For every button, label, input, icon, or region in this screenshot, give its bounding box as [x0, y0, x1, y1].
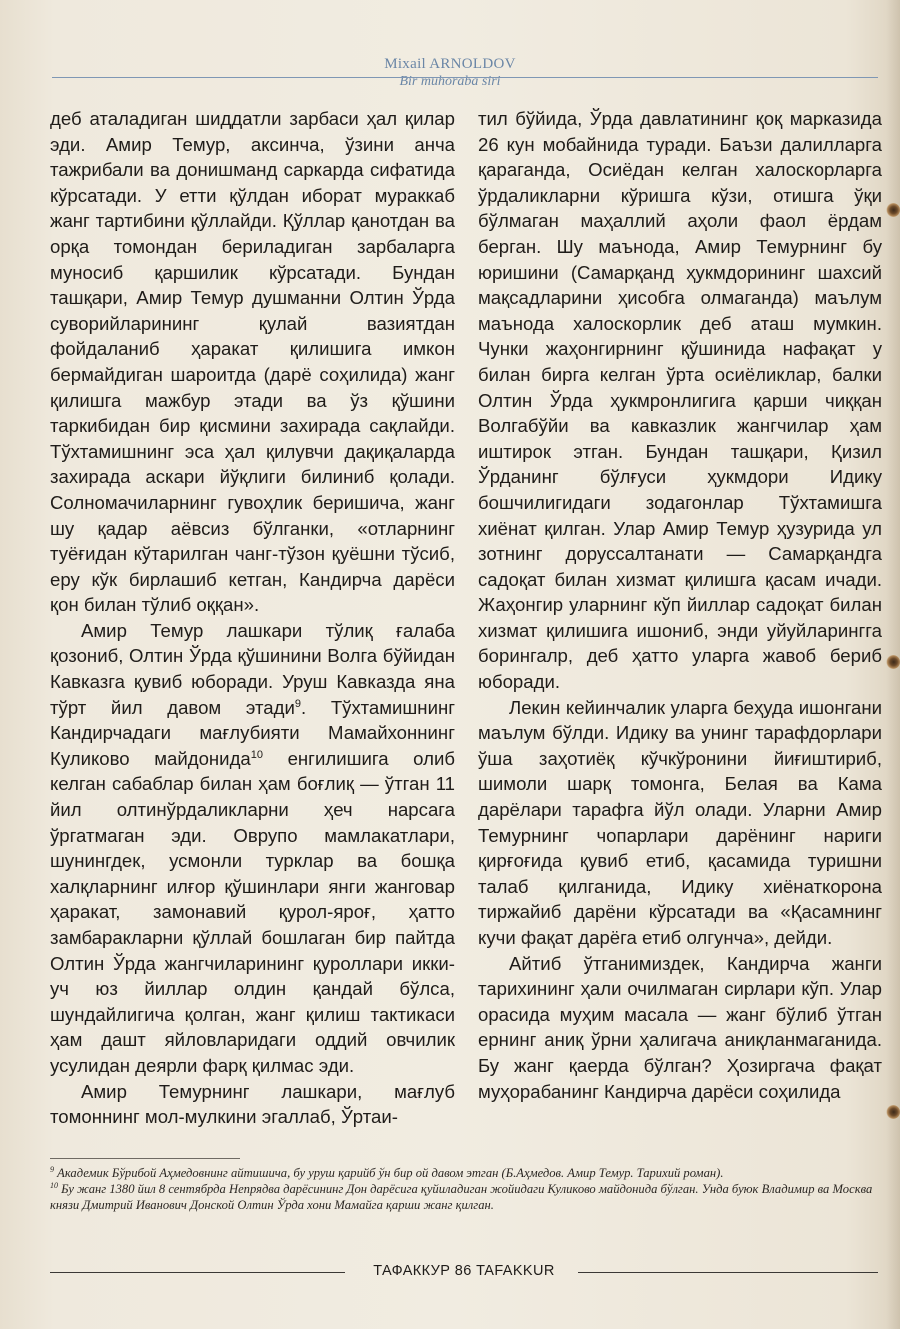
footer-folio: ТАФАККУР 86 TAFAKKUR	[373, 1263, 555, 1279]
left-paragraph-2	[50, 618, 455, 1079]
right-paragraph-3: Айтиб ўтганимиздек, Кандирча жанги тарихининг ҳали очилмаган сирлари кўп. Улар орасида муҳим масала — жанг бўлиб ўтган ернинг аниқ ўрни ҳалигача аниқланмаганида. Бу жанг қаерда бўлган? Ҳозиргача фақат муҳорабанинг Кандирча дарёси соҳилида	[478, 952, 882, 1102]
left-paragraph-3: Амир Темурнинг лашкари, мағлуб томоннинг мол-мулкини эгаллаб, Ўртаи-	[50, 1080, 455, 1128]
right-paragraph-1: тил бўйида, Ўрда давлатининг қоқ марказида 26 кун мобайнида туради. Баъзи далилларга қараганда, Осиёдан келган халоскорларга ўрдаликларни кўришга кўзи, отишга ўқи бўлмаган маҳаллий аҳоли фаол ёрдам берган. Шу маънода, Амир Темурнинг бу юришини (Самарқанд ҳукмдорининг шахсий мақсадларини ҳисобга олмаганда) маълум маънода халоскорлик деб аташ мумкин. Чунки жаҳонгирнинг қўшинида нафақат у билан бирга келган ўрта осиёликлар, балки Олтин Ўрда ҳукмронлигига қарши чиққан Волгабўйи ва кавказлик жангчилар ҳам иштирок этган. Бундан ташқари, Қизил Ўрданинг бўлғуси ҳукмдори Идику бошчилигидаги зодагонлар Тўхтамишга хиёнат қилган. Улар Амир Темур ҳузурида ул зотнинг доруссалтанати — Самарқандга садоқат билан хизмат қилишга қасам ичади. Жаҳонгир уларнинг кўп йиллар садоқат билан хизмат қилишига ишониб, энди уйуйларингга борингалр, деб ҳатто уларга жавоб бериб юборади.	[478, 108, 882, 693]
footnote-10-number: 10	[50, 1180, 58, 1190]
right-paragraph-2: Лекин кейинчалик уларга беҳуда ишонгани маълум бўлди. Идику ва унинг тарафдорлари ўша заҳотиёқ кўчкўронини йиғиштириб, шимоли шарқ томонга, Белая ва Кама дарёлари тарафга йўл олади. Уларни Амир Темурнинг чопарлари дарёнинг нариги қирғоғида қувиб етиб, қасамида туришни талаб қилганида, Идику хиёнаткорона тиржайиб дарёни кўрсатади ва «Қасамнинг кучи фақат дарёга етиб олгунча», дейди.	[478, 696, 882, 948]
footnote-9-text: Академик Бўрибой Аҳмедовнинг айтишича, бу уруш қарийб ўн бир ой давом этган (Б.Аҳмедов. Амир Темур. Тарихий роман).	[54, 1166, 724, 1180]
right-column	[478, 106, 882, 1104]
footnotes	[50, 1165, 880, 1213]
running-header	[0, 56, 900, 90]
footnote-ref-9: 9	[294, 697, 301, 710]
binding-hole-icon	[886, 203, 900, 217]
footnote-ref-10: 10	[250, 748, 264, 761]
left-paragraph-2-part-c: енгилишига олиб келган сабаблар билан ҳам боғлиқ — ўтган 11 йил олтинўрдаликларни ҳеч нарсага ўргатмаган эди. Оврупо мамлакатлари, шунингдек, усмонли турклар ва бошқа халқларнинг илғор қўшинлари янги жанговар ҳаракат, замонавий қурол-яроғ, ҳатто замбаракларни қўллай бошлаган бир пайтда Олтин Ўрда жангчиларининг қуроллари икки-уч юз йиллар олдин қандай бўлса, шундайлигича қолган, жанг қилиш тактикаси ҳам дашт яйловларидаги оддий овчилик усулидан деярли фарқ қилмас эди.	[50, 747, 455, 1076]
footnote-10-text: Бу жанг 1380 йил 8 сентябрда Непрядва дарёсининг Дон дарёсига қуйиладиган жойидаги Куликово майдонида бўлган. Унда буюк Владимир ва Москва князи Дмитрий Иванович Донской Олтин Ўрда хони Мамайга қарши жанг қилган.	[50, 1182, 873, 1212]
page-footer	[50, 1263, 878, 1281]
header-subtitle: Bir muhoraba siri	[399, 74, 501, 89]
footnote-10	[50, 1181, 880, 1213]
footnote-9	[50, 1165, 880, 1181]
header-author: Mixail ARNOLDOV	[384, 56, 516, 72]
footer-rule-right	[578, 1272, 878, 1273]
header-rule	[52, 77, 878, 78]
left-paragraph-2-part-a: Амир Темур лашкари тўлиқ ғалаба қозониб, Олтин Ўрда қўшинини Волга бўйидан Кавказга қувиб юборади. Уруш Кавказда яна тўрт йил давом этади	[50, 619, 455, 718]
left-paragraph-2-part-b: . Тўхтамишнинг Кандирчадаги мағлубияти Мамайхоннинг Куликово майдонида	[50, 696, 456, 769]
binding-hole-icon	[886, 1105, 900, 1119]
footnote-rule	[50, 1158, 240, 1159]
left-column	[50, 106, 455, 1130]
footnote-9-number: 9	[50, 1164, 54, 1174]
binding-hole-icon	[886, 655, 900, 669]
left-paragraph-1: деб аталадиган шиддатли зарбаси ҳал қилар эди. Амир Темур, аксинча, ўзини анча тажрибали ва донишманд саркарда сифатида кўрсатади. У етти қўлдан иборат мураккаб жанг тартибини қўллайди. Қўллар қанотдан ва орқа томондан бериладиган зарбаларга муносиб қаршилик кўрсатади. Бундан ташқари, Амир Темур душманни Олтин Ўрда суворийларининг қулай вазиятдан фойдаланиб ҳаракат қилишига имкон бермайдиган шароитда (дарё соҳилида) жанг қилишга мажбур этади ва ўз қўшини таркибидан бир қисмини захирада сақлайди. Тўхтамишнинг эса ҳал қилувчи дақиқаларда захирада аскари йўқлиги билиниб қолади. Солномачиларнинг гувоҳлик беришича, жанг шу қадар аёвсиз бўлганки, «отларнинг туёғидан кўтарилган чанг-тўзон қуёшни тўсиб, еру кўк бирлашиб кетган, Кандирча дарёси қон билан тўлиб оққан».	[50, 108, 455, 616]
